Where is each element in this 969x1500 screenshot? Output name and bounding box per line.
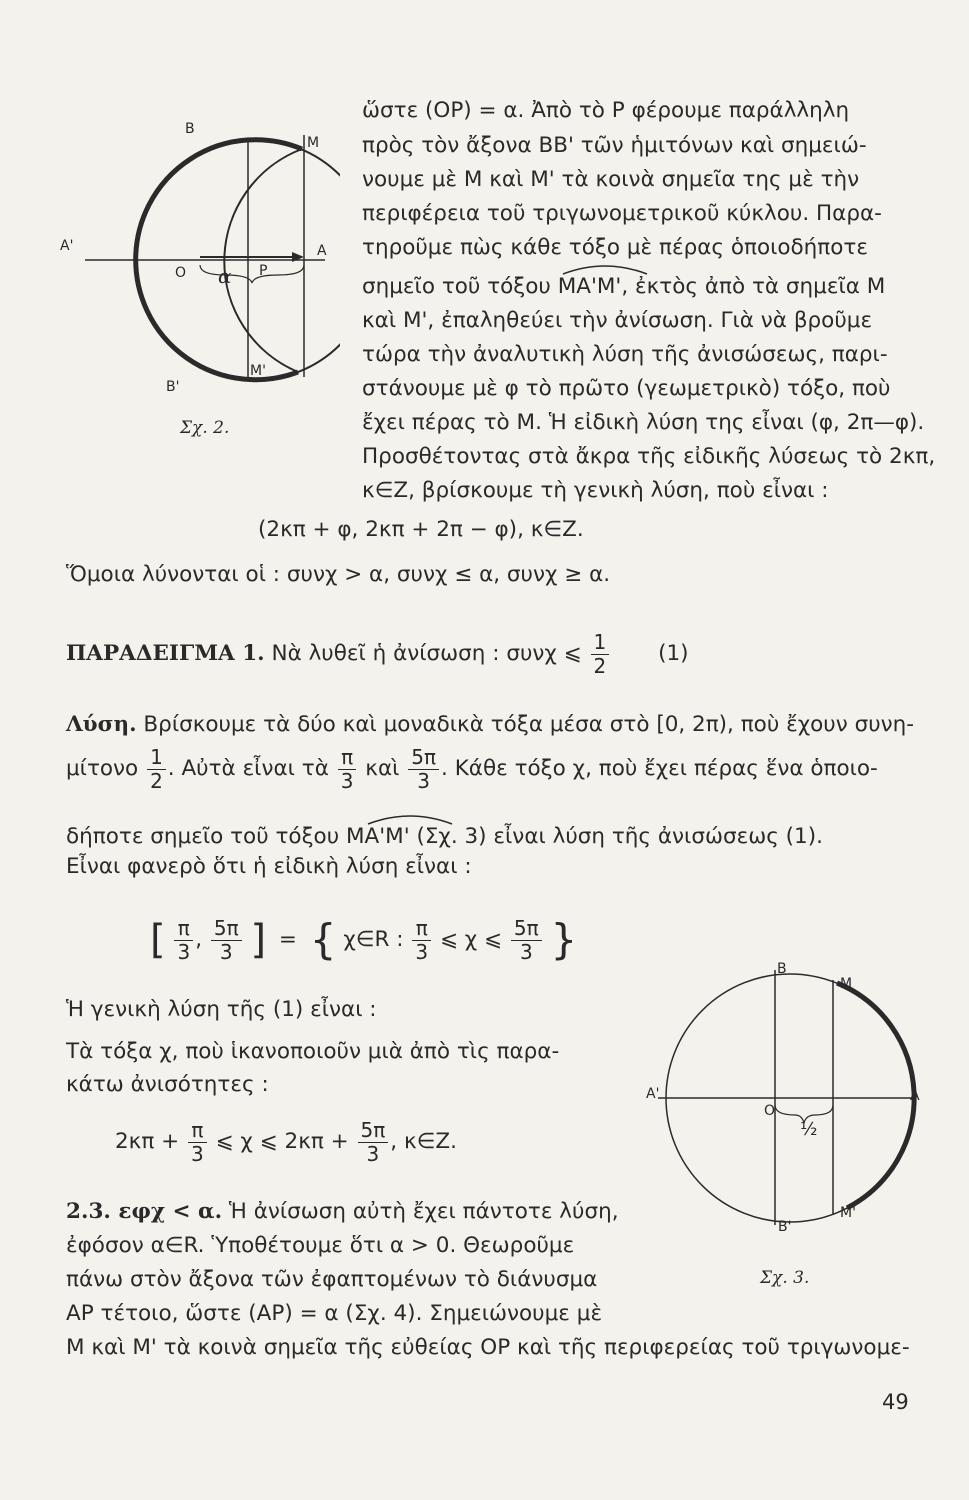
similar-inequalities-line: Ὅμοια λύνονται οἱ : συνχ > α, συνχ ≤ α, συνχ ≥ α.	[66, 562, 611, 587]
fraction-pi-3	[412, 917, 431, 964]
example-heading: ΠΑΡΑΔΕΙΓΜΑ 1.	[66, 641, 265, 666]
general-solution-1	[115, 1114, 457, 1170]
example-text: Νὰ λυθεῖ ἡ ἀνίσωση : συνχ ⩽	[271, 641, 582, 666]
paragraph-line: σημεῖο τοῦ τόξου MA'M', ἐκτὸς ἀπὸ τὰ σημεῖα M	[362, 274, 886, 299]
section-line-1	[66, 1197, 619, 1227]
section-line-3: πάνω στὸν ἄξονα τῶν ἐφαπτομένων τὸ διάνυσμα	[66, 1267, 598, 1292]
solution-text: , κ∈Z.	[390, 1129, 457, 1154]
fraction-denominator: 2	[150, 768, 163, 793]
paragraph-line: κ∈Z, βρίσκουμε τὴ γενικὴ λύση, ποὺ εἶναι :	[362, 478, 829, 503]
equation-number: (1)	[658, 641, 689, 666]
section-heading: 2.3. εφχ < α.	[66, 1199, 223, 1224]
paragraph-line: τώρα τὴν ἀναλυτικὴ λύση τῆς ἀνισώσεως, παρι-	[362, 342, 888, 367]
solution-text: μίτονο	[66, 756, 139, 781]
fraction-denominator: 3	[219, 939, 233, 964]
paragraph-line: τηροῦμε πὼς κάθε τόξο μὲ πέρας ὁποιοδήποτε	[362, 235, 868, 260]
figure-2-label-o: O	[175, 265, 187, 281]
figure-2-caption: Σχ. 2.	[180, 418, 230, 438]
solution-line-4: Εἶναι φανερὸ ὅτι ἡ εἰδικὴ λύση εἶναι :	[66, 854, 472, 879]
fraction-numerator: 5π	[211, 917, 242, 941]
solution-line-5: Ἡ γενικὴ λύση τῆς (1) εἶναι :	[66, 997, 377, 1022]
fraction-pi-3	[174, 917, 193, 964]
paragraph-line: πρὸς τὸν ἄξονα BB' τῶν ἡμιτόνων καὶ σημειώ-	[362, 133, 867, 158]
fraction-denominator: 3	[177, 939, 191, 964]
solution-line-2	[66, 745, 878, 793]
solution-text: 2κπ +	[115, 1129, 180, 1154]
fraction-5pi-3	[511, 917, 542, 964]
solution-text: . Αὐτὰ εἶναι τὰ	[167, 756, 329, 781]
figure-3-label-o: O	[764, 1103, 776, 1119]
general-solution: (2κπ + φ, 2κπ + 2π − φ), κ∈Z.	[258, 517, 584, 542]
figure-3-label-m: M	[840, 976, 853, 992]
solution-line-3: δήποτε σημεῖο τοῦ τόξου MA'M' (Σχ. 3) εἶναι λύση τῆς ἀνισώσεως (1).	[66, 824, 823, 849]
fraction-denominator: 3	[519, 939, 533, 964]
figure-2-label-a: A	[317, 243, 327, 259]
paragraph-line: Προσθέτοντας στὰ ἄκρα τῆς εἰδικῆς λύσεως τὸ 2κπ,	[362, 444, 936, 469]
figure-3-diagram	[640, 955, 930, 1255]
paragraph-line: στάνουμε μὲ φ τὸ πρῶτο (γεωμετρικὸ) τόξο, ποὺ	[362, 376, 891, 401]
figure-2-label-a-prime: A'	[60, 238, 74, 254]
arc-mark	[365, 812, 455, 826]
fraction-denominator: 2	[593, 653, 607, 678]
figure-3-label-b: B	[777, 961, 787, 977]
fraction-denominator: 3	[415, 939, 429, 964]
fraction-numerator: 1	[591, 631, 610, 655]
section-line-4: AP τέτοιο, ὥστε (AP) = α (Σχ. 4). Σημειώνουμε μὲ	[66, 1301, 603, 1326]
fraction-numerator: π	[188, 1119, 207, 1143]
section-line-5: M καὶ M' τὰ κοινὰ σημεῖα τῆς εὐθείας OP καὶ τῆς περιφερείας τοῦ τριγωνομε-	[66, 1335, 910, 1360]
figure-3-label-m-prime: M'	[840, 1205, 856, 1221]
figure-2-label-b: B	[185, 121, 195, 137]
solution-line-7: κάτω ἀνισότητες :	[66, 1072, 269, 1097]
solution-text: Βρίσκουμε τὰ δύο καὶ μοναδικὰ τόξα μέσα στὸ [0, 2π), ποὺ ἔχουν συνη-	[143, 712, 915, 737]
figure-3-caption: Σχ. 3.	[760, 1268, 810, 1288]
solution-line-6: Τὰ τόξα χ, ποὺ ἱκανοποιοῦν μιὰ ἀπὸ τὶς παρα-	[66, 1039, 560, 1064]
example-1	[66, 630, 689, 678]
fraction-half	[147, 746, 166, 793]
fraction-denominator: 3	[191, 1141, 204, 1166]
figure-3-thick-arc	[837, 983, 914, 1208]
fraction-numerator: 5π	[358, 1119, 389, 1143]
figure-3-label-b-prime: B'	[778, 1219, 792, 1235]
interval-equation: [ $\frac{\pi}{3}$ , $\frac{5\pi}{3}$ ] = { χ∈R : $\frac{\pi}{3}$ ⩽ χ ⩽ $\frac{5\pi}{3}$ }	[150, 915, 578, 964]
paragraph-line: καὶ M', ἐπαληθεύει τὴν ἀνίσωση. Γιὰ νὰ βροῦμε	[362, 308, 873, 333]
fraction-numerator: π	[174, 917, 193, 941]
fraction-numerator: π	[338, 746, 357, 770]
figure-2-label-p: P	[259, 263, 268, 279]
fraction-numerator: 5π	[408, 746, 439, 770]
fraction-pi-3	[188, 1119, 207, 1166]
page-number: 49	[882, 1390, 909, 1414]
arc-mark	[560, 262, 650, 276]
fraction-denominator: 3	[366, 1141, 380, 1166]
set-condition: χ∈R :	[343, 927, 404, 952]
fraction-5pi-3	[358, 1119, 389, 1166]
solution-line-1	[66, 710, 914, 740]
solution-label: Λύση.	[66, 712, 137, 737]
set-inequality: ⩽ χ ⩽	[439, 927, 503, 952]
figure-2-label-m: M	[307, 135, 320, 151]
fraction-pi-3	[338, 746, 357, 793]
figure-2-label-alpha: α	[218, 264, 232, 288]
fraction-numerator: 1	[147, 746, 166, 770]
example-fraction	[591, 631, 610, 678]
paragraph-line: περιφέρεια τοῦ τριγωνομετρικοῦ κύκλου. Παρα-	[362, 201, 882, 226]
section-line-2: ἐφόσον α∈R. Ὑποθέτουμε ὅτι α > 0. Θεωροῦμε	[66, 1233, 575, 1258]
figure-3-label-a-prime: A'	[646, 1086, 660, 1102]
solution-text: . Κάθε τόξο χ, ποὺ ἔχει πέρας ἕνα ὁποιο-	[441, 756, 878, 781]
fraction-numerator: 5π	[511, 917, 542, 941]
figure-2-label-m-prime: M'	[250, 363, 266, 379]
figure-2-label-b-prime: B'	[166, 379, 180, 395]
paragraph-line: νουμε μὲ M καὶ M' τὰ κοινὰ σημεῖα της μὲ τὴν	[362, 167, 860, 192]
fraction-denominator: 3	[417, 768, 431, 793]
fraction-denominator: 3	[340, 768, 354, 793]
paragraph-line: ἔχει πέρας τὸ M. Ἡ εἰδικὴ λύση της εἶναι (φ, 2π—φ).	[362, 410, 925, 435]
figure-3-label-half: ½	[800, 1119, 818, 1140]
equals-sign: =	[278, 927, 297, 952]
section-text: Ἡ ἀνίσωση αὐτὴ ἔχει πάντοτε λύση,	[228, 1199, 619, 1224]
fraction-5pi-3	[408, 746, 439, 793]
solution-text: καὶ	[365, 756, 400, 781]
fraction-numerator: π	[412, 917, 431, 941]
paragraph-line: ὥστε (OP) = α. Ἀπὸ τὸ P φέρουμε παράλληλη	[362, 98, 850, 123]
figure-3-label-a: A	[910, 1088, 920, 1104]
fraction-5pi-3	[211, 917, 242, 964]
solution-text: ⩽ χ ⩽ 2κπ +	[215, 1129, 349, 1154]
figure-2-diagram	[60, 115, 340, 405]
